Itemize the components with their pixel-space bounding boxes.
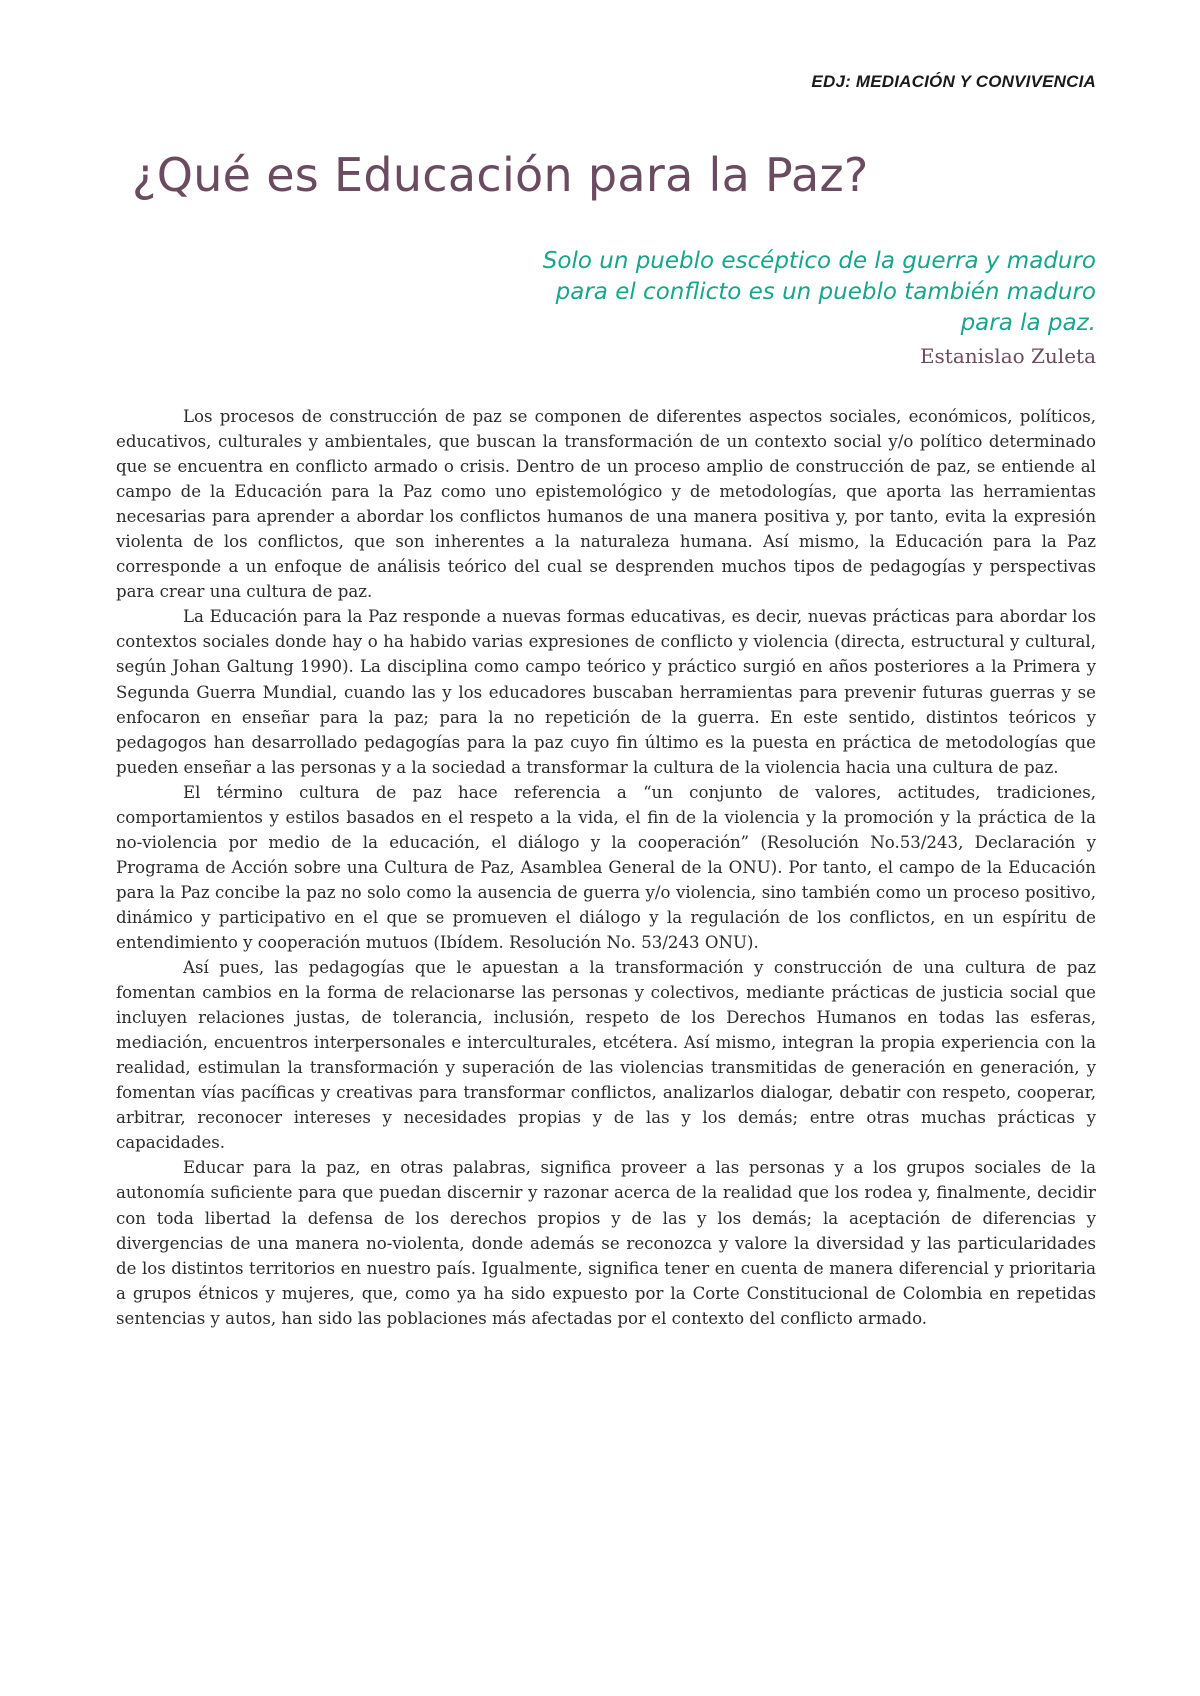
epigraph bbox=[396, 246, 1096, 371]
paragraph: El término cultura de paz hace referencia a “un conjunto de valores, actitudes, tradiciones, comportamientos y estilos basados en el respeto a la vida, el fin de la violencia y la promoción y la práctica de la no-violencia por medio de la educación, el diálogo y la cooperación” (Resolución No.53/243, Declaración y Programa de Acción sobre una Cultura de Paz, Asamblea General de la ONU). Por tanto, el campo de la Educación para la Paz concibe la paz no solo como la ausencia de guerra y/o violencia, sino también como un proceso positivo, dinámico y participativo en el que se promueven el diálogo y la regulación de los conflictos, en un espíritu de entendimiento y cooperación mutuos (Ibídem. Resolución No. 53/243 ONU). bbox=[116, 782, 1096, 952]
paragraph: Educar para la paz, en otras palabras, significa proveer a las personas y a los grupos sociales de la autonomía suficiente para que puedan discernir y razonar acerca de la realidad que los rodea y, finalmente, decidir con toda libertad la defensa de los derechos propios y de las y los demás; la aceptación de diferencias y divergencias de una manera no-violenta, donde además se reconozca y valore la diversidad y las particularidades de los distintos territorios en nuestro país. Igualmente, significa tener en cuenta de manera diferencial y prioritaria a grupos étnicos y mujeres, que, como ya ha sido expuesto por la Corte Constitucional de Colombia en repetidas sentencias y autos, han sido las poblaciones más afectadas por el contexto del conflicto armado. bbox=[116, 1158, 1096, 1328]
paragraph: Los procesos de construcción de paz se componen de diferentes aspectos sociales, económicos, políticos, educativos, culturales y ambientales, que buscan la transformación de un contexto social y/o político determinado que se encuentra en conflicto armado o crisis. Dentro de un proceso amplio de construcción de paz, se entiende al campo de la Educación para la Paz como uno epistemológico y de metodologías, que aporta las herramientas necesarias para aprender a abordar los conflictos humanos de una manera positiva y, por tanto, evita la expresión violenta de los conflictos, que son inherentes a la naturaleza humana. Así mismo, la Educación para la Paz corresponde a un enfoque de análisis teórico del cual se desprenden muchos tipos de pedagogías y perspectivas para crear una cultura de paz. bbox=[116, 407, 1096, 602]
epigraph-author: Estanislao Zuleta bbox=[919, 344, 1096, 368]
epigraph-line: para el conflicto es un pueblo también maduro bbox=[555, 279, 1096, 305]
running-header: EDJ: MEDIACIÓN Y CONVIVENCIA bbox=[811, 72, 1096, 91]
body-text bbox=[116, 404, 1096, 1331]
epigraph-line: para la paz. bbox=[960, 310, 1096, 336]
paragraph: Así pues, las pedagogías que le apuestan a la transformación y construcción de una cultura de paz fomentan cambios en la forma de relacionarse las personas y colectivos, mediante prácticas de justicia social que incluyen relaciones justas, de tolerancia, inclusión, respeto de los Derechos Humanos en todas las esferas, mediación, encuentros interpersonales e interculturales, etcétera. Así mismo, integran la propia experiencia con la realidad, estimulan la transformación y superación de las violencias transmitidas de generación en generación, y fomentan vías pacíficas y creativas para transformar conflictos, analizarlos dialogar, debatir con respeto, cooperar, arbitrar, reconocer intereses y necesidades propias y de las y los demás; entre otras muchas prácticas y capacidades. bbox=[116, 958, 1096, 1153]
page-title: ¿Qué es Educación para la Paz? bbox=[132, 148, 869, 202]
paragraph: La Educación para la Paz responde a nuevas formas educativas, es decir, nuevas prácticas para abordar los contextos sociales donde hay o ha habido varias expresiones de conflicto y violencia (directa, estructural y cultural, según Johan Galtung 1990). La disciplina como campo teórico y práctico surgió en años posteriores a la Primera y Segunda Guerra Mundial, cuando las y los educadores buscaban herramientas para prevenir futuras guerras y se enfocaron en enseñar para la paz; para la no repetición de la guerra. En este sentido, distintos teóricos y pedagogos han desarrollado pedagogías para la paz cuyo fin último es la puesta en práctica de metodologías que pueden enseñar a las personas y a la sociedad a transformar la cultura de la violencia hacia una cultura de paz. bbox=[116, 607, 1096, 777]
epigraph-line: Solo un pueblo escéptico de la guerra y maduro bbox=[542, 248, 1096, 274]
